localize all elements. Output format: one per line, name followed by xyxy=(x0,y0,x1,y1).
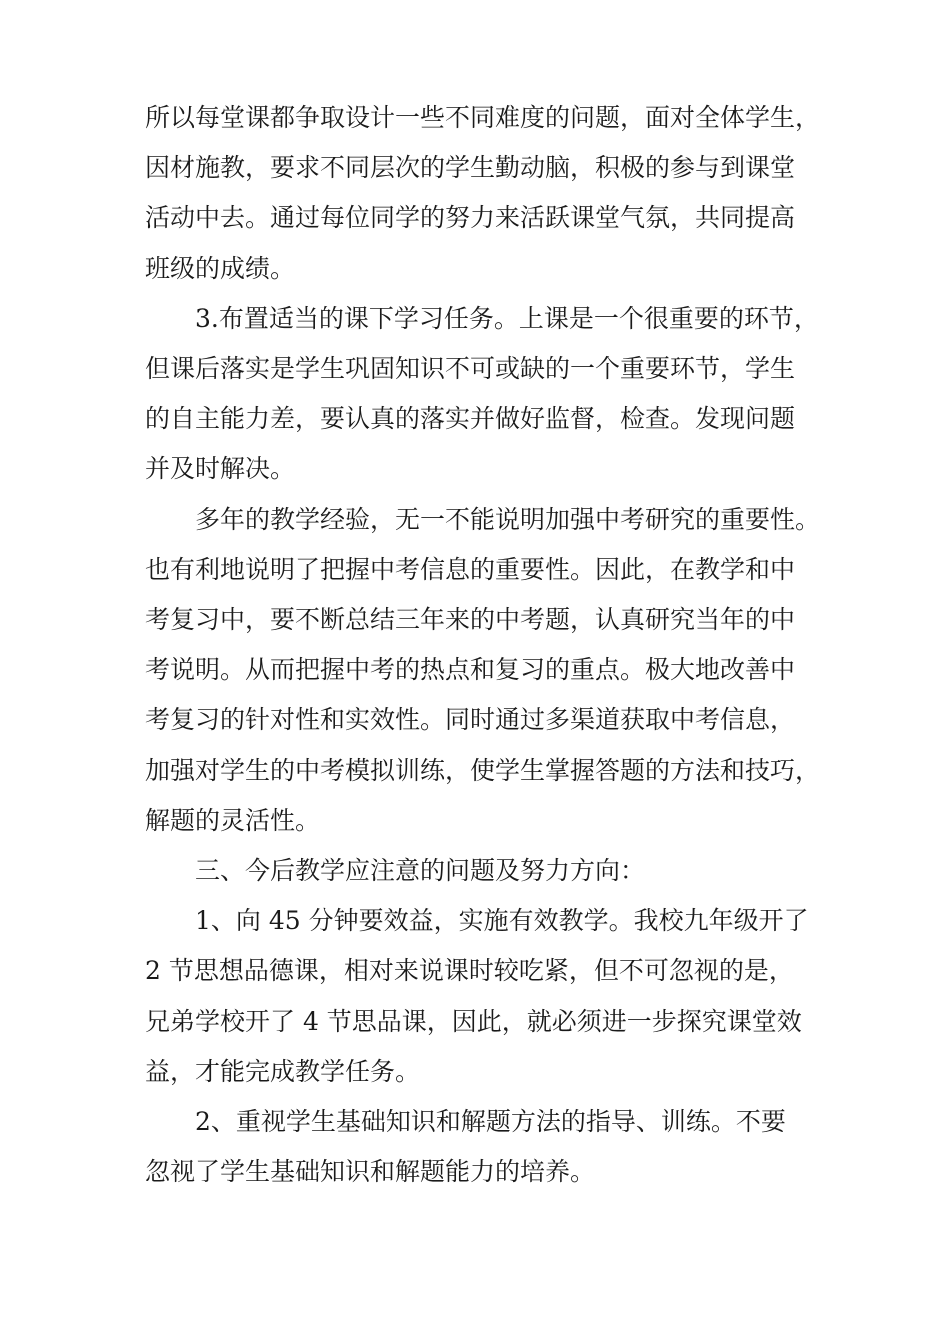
paragraph-line: 考说明。从而把握中考的热点和复习的重点。极大地改善中 xyxy=(145,655,796,685)
paragraph-line: 并及时解决。 xyxy=(145,454,296,484)
paragraph-line: 解题的灵活性。 xyxy=(145,805,321,835)
paragraph-line: 加强对学生的中考模拟训练，使学生掌握答题的方法和技巧， xyxy=(145,755,821,785)
paragraph-6 xyxy=(145,1097,835,1197)
paragraph-line: 所以每堂课都争取设计一些不同难度的问题，面对全体学生， xyxy=(145,103,821,132)
section-heading xyxy=(145,846,835,896)
paragraph-line: 考复习中，要不断总结三年来的中考题，认真研究当年的中 xyxy=(145,605,796,635)
paragraph-line: 班级的成绩。 xyxy=(145,253,296,283)
paragraph-line: 因材施教，要求不同层次的学生勤动脑，积极的参与到课堂 xyxy=(145,153,796,183)
paragraph-1 xyxy=(145,93,835,294)
paragraph-line: 考复习的针对性和实效性。同时通过多渠道获取中考信息， xyxy=(145,705,796,735)
paragraph-line: 忽视了学生基础知识和解题能力的培养。 xyxy=(145,1157,596,1187)
paragraph-3 xyxy=(145,495,835,846)
paragraph-line: 2 节思想品德课，相对来说课时较吃紧，但不可忽视的是， xyxy=(145,956,794,986)
paragraph-line: 1、向 45 分钟要效益，实施有效教学。我校九年级开了 xyxy=(195,906,809,936)
document-body xyxy=(145,93,835,1197)
paragraph-5 xyxy=(145,896,835,1097)
paragraph-line: 但课后落实是学生巩固知识不可或缺的一个重要环节，学生 xyxy=(145,354,796,384)
paragraph-line: 兄弟学校开了 4 节思品课，因此，就必须进一步探究课堂效 xyxy=(145,1006,802,1036)
paragraph-line: 2、重视学生基础知识和解题方法的指导、训练。不要 xyxy=(195,1107,786,1137)
heading-text: 三、今后教学应注意的问题及努力方向： xyxy=(195,856,646,886)
paragraph-line: 多年的教学经验，无一不能说明加强中考研究的重要性。 xyxy=(195,504,821,534)
paragraph-line: 也有利地说明了把握中考信息的重要性。因此，在教学和中 xyxy=(145,554,796,584)
paragraph-line: 3.布置适当的课下学习任务。上课是一个很重要的环节， xyxy=(195,303,819,333)
paragraph-line: 益，才能完成教学任务。 xyxy=(145,1056,421,1086)
paragraph-2 xyxy=(145,294,835,495)
paragraph-line: 活动中去。通过每位同学的努力来活跃课堂气氛，共同提高 xyxy=(145,203,796,233)
paragraph-line: 的自主能力差，要认真的落实并做好监督，检查。发现问题 xyxy=(145,404,796,434)
